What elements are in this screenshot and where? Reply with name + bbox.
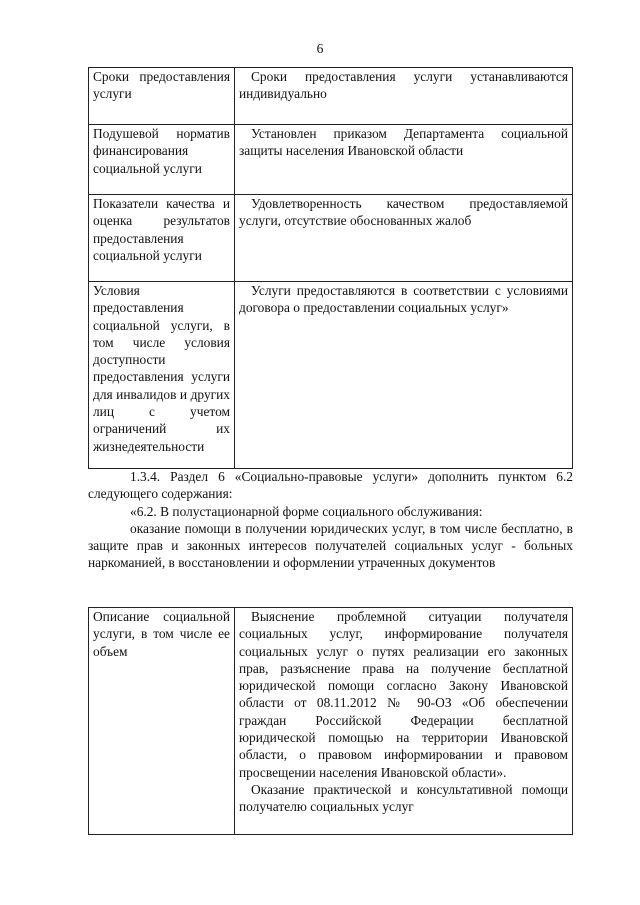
service-description-table <box>88 607 573 835</box>
row-value-terms <box>235 68 573 125</box>
service-terms-table <box>88 67 573 469</box>
body-text <box>88 468 573 572</box>
page-number: 6 <box>316 41 324 56</box>
row-label-funding: Подушевой норматив финансирования социальной услуги <box>89 125 235 195</box>
table-row <box>89 68 573 125</box>
row-value-description <box>235 608 573 835</box>
cell-text: Установлен приказом Департамента социальной защиты населения Ивановской области <box>239 126 568 159</box>
paragraph-service-name: оказание помощи в получении юридических услуг, в том числе бесплатно, в защите прав и законных интересов получателей социальных услуг - больных наркоманией, в восстановлении и оформлении утраченных документов <box>88 520 573 571</box>
row-value-quality <box>235 195 573 282</box>
cell-text: Услуги предоставляются в соответствии с условиями договора о предоставлении социальных услуг» <box>239 283 568 316</box>
row-value-conditions <box>235 282 573 469</box>
row-label-quality: Показатели качества и оценка результатов предоставления социальной услуги <box>89 195 235 282</box>
cell-text: Выяснение проблемной ситуации получателя социальных услуг, информирование получателя социальных услуг о путях реализации его законных прав, разъяснение права на получение бесплатной юридической помощи согласно Закону Ивановской области от 08.11.2012 № 90-ОЗ «Об обеспечении граждан Российской Федерации бесплатной юридической помощью на территории Ивановской области, о правовом информировании и правовом просвещении населения Ивановской области». <box>239 609 568 780</box>
row-label-conditions: Условия предоставления социальной услуги, в том числе условия доступности предоставления услуги для инвалидов и других лиц с учетом ограничений их жизнедеятельности <box>89 282 235 469</box>
table-row <box>89 125 573 195</box>
paragraph-clause-heading: «6.2. В полустационарной форме социального обслуживания: <box>130 503 483 519</box>
paragraph-amendment: 1.3.4. Раздел 6 «Социально-правовые услуги» дополнить пунктом 6.2 следующего содержания: <box>88 469 573 502</box>
row-label-description: Описание социальной услуги, в том числе ее объем <box>89 608 235 835</box>
cell-text: Сроки предоставления услуги устанавливаются индивидуально <box>239 69 568 102</box>
cell-text: Оказание практической и консультативной помощи получателю социальных услуг <box>239 781 568 815</box>
table-row <box>89 195 573 282</box>
row-label-terms: Сроки предоставления услуги <box>89 68 235 125</box>
cell-text: Удовлетворенность качеством предоставляемой услуги, отсутствие обоснованных жалоб <box>239 196 568 229</box>
row-value-funding <box>235 125 573 195</box>
table-row <box>89 282 573 469</box>
table-row <box>89 608 573 835</box>
